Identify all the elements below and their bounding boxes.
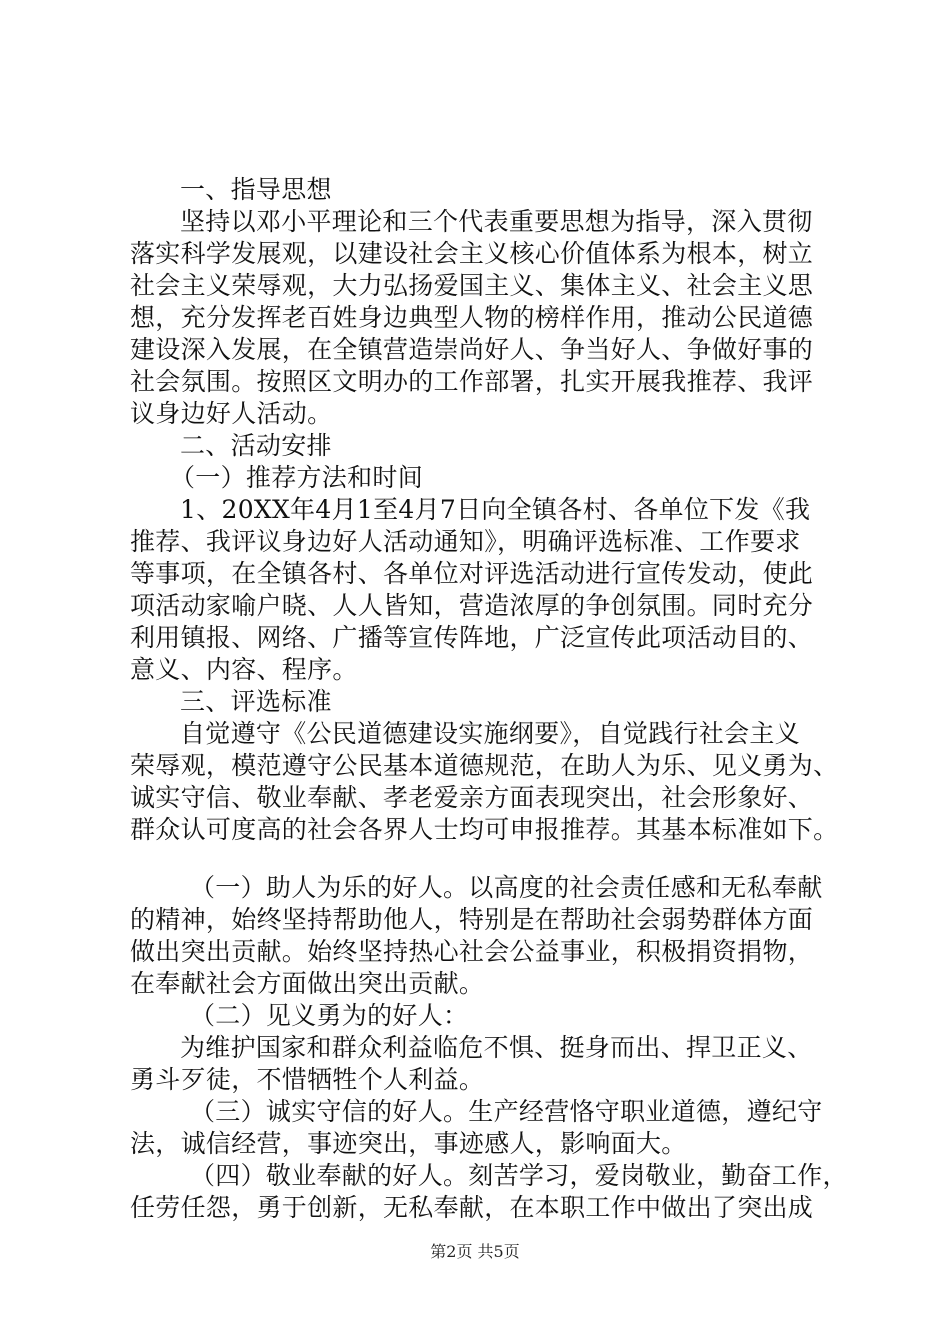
paragraph-line: 诚实守信、敬业奉献、孝老爱亲方面表现突出，社会形象好、 <box>130 783 814 812</box>
paragraph-line: 荣辱观，模范遵守公民基本道德规范，在助人为乐、见义勇为、 <box>130 751 839 780</box>
paragraph-line: 任劳任怨，勇于创新，无私奉献，在本职工作中做出了突出成 <box>130 1193 814 1222</box>
subheading-bravery: （二）见义勇为的好人： <box>190 1001 469 1030</box>
paragraph-gap <box>130 846 830 872</box>
heading-activity-arrangement: 二、活动安排 <box>180 431 332 460</box>
paragraph-line: 议身边好人活动。 <box>130 399 333 428</box>
paragraph-line: 自觉遵守《公民道德建设实施纲要》，自觉践行社会主义 <box>180 719 801 748</box>
heading-guiding-ideology: 一、指导思想 <box>180 175 332 204</box>
heading-selection-criteria: 三、评选标准 <box>180 687 332 716</box>
paragraph-line: 坚持以邓小平理论和三个代表重要思想为指导，深入贯彻 <box>180 207 813 236</box>
paragraph-line: 建设深入发展，在全镇营造崇尚好人、争当好人、争做好事的 <box>130 335 814 364</box>
paragraph-line: 等事项，在全镇各村、各单位对评选活动进行宣传发动，使此 <box>130 559 814 588</box>
paragraph-line: （一）助人为乐的好人。以高度的社会责任感和无私奉献 <box>190 873 823 902</box>
page-number-footer: 第2页 共5页 <box>430 1242 520 1261</box>
paragraph-line: 勇斗歹徒，不惜牺牲个人利益。 <box>130 1065 485 1094</box>
subheading-method-and-time: （一）推荐方法和时间 <box>170 463 424 492</box>
paragraph-line: 落实科学发展观，以建设社会主义核心价值体系为根本，树立 <box>130 239 814 268</box>
paragraph-line: 做出突出贡献。始终坚持热心社会公益事业，积极捐资捐物， <box>130 937 814 966</box>
document-body <box>130 174 848 1224</box>
paragraph-line: 社会氛围。按照区文明办的工作部署，扎实开展我推荐、我评 <box>130 367 814 396</box>
paragraph-line: 社会主义荣辱观，大力弘扬爱国主义、集体主义、社会主义思 <box>130 271 814 300</box>
paragraph-line: 项活动家喻户晓、人人皆知，营造浓厚的争创氛围。同时充分 <box>130 591 814 620</box>
paragraph-line: 利用镇报、网络、广播等宣传阵地，广泛宣传此项活动目的、 <box>130 623 814 652</box>
paragraph-line: 想，充分发挥老百姓身边典型人物的榜样作用，推动公民道德 <box>130 303 814 332</box>
paragraph-line: 法，诚信经营，事迹突出，事迹感人，影响面大。 <box>130 1129 687 1158</box>
paragraph-line: 为维护国家和群众利益临危不惧、挺身而出、捍卫正义、 <box>180 1033 813 1062</box>
paragraph-line: 群众认可度高的社会各界人士均可申报推荐。其基本标准如下。 <box>130 815 839 844</box>
paragraph-line: 在奉献社会方面做出突出贡献。 <box>130 969 485 998</box>
paragraph-line: 意义、内容、程序。 <box>130 655 358 684</box>
paragraph-line: （三）诚实守信的好人。生产经营恪守职业道德，遵纪守 <box>190 1097 823 1126</box>
paragraph-line: 推荐、我评议身边好人活动通知》，明确评选标准、工作要求 <box>130 527 801 556</box>
paragraph-line: 1、20XX年4月1至4月7日向全镇各村、各单位下发《我 <box>180 495 811 524</box>
paragraph-line: 的精神，始终坚持帮助他人，特别是在帮助社会弱势群体方面 <box>130 905 814 934</box>
paragraph-line: （四）敬业奉献的好人。刻苦学习，爱岗敬业，勤奋工作， <box>190 1161 848 1190</box>
